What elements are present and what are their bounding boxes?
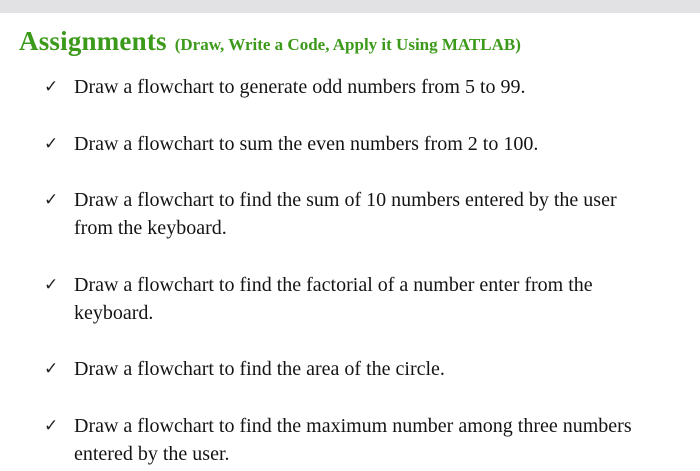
assignment-item-3 [44,186,644,242]
assignment-item-5 [44,355,644,383]
checkmark-icon: ✓ [44,275,59,295]
assignment-item-text: Draw a flowchart to sum the even numbers from 2 to 100. [74,133,539,155]
assignment-item-text: Draw a flowchart to generate odd numbers from 5 to 99. [74,76,526,98]
assignment-item-text: Draw a flowchart to find the sum of 10 numbers entered by the user from the keyboard. [74,189,617,239]
checkmark-icon: ✓ [44,359,59,379]
checkmark-icon: ✓ [44,416,59,436]
heading-subtitle: (Draw, Write a Code, Apply it Using MATLAB) [174,35,521,54]
assignment-item-4 [44,271,664,327]
assignment-item-6 [44,412,649,468]
assignment-item-2 [44,130,644,158]
assignment-item-1 [44,73,644,101]
assignment-item-text: Draw a flowchart to find the factorial of a number enter from the keyboard. [74,274,593,324]
assignment-item-text: Draw a flowchart to find the area of the circle. [74,358,445,380]
checkmark-icon: ✓ [44,77,59,97]
checkmark-icon: ✓ [44,190,59,210]
assignment-item-text: Draw a flowchart to find the maximum number among three numbers entered by the user. [74,415,632,465]
heading-title: Assignments [19,26,167,56]
checkmark-icon: ✓ [44,134,59,154]
